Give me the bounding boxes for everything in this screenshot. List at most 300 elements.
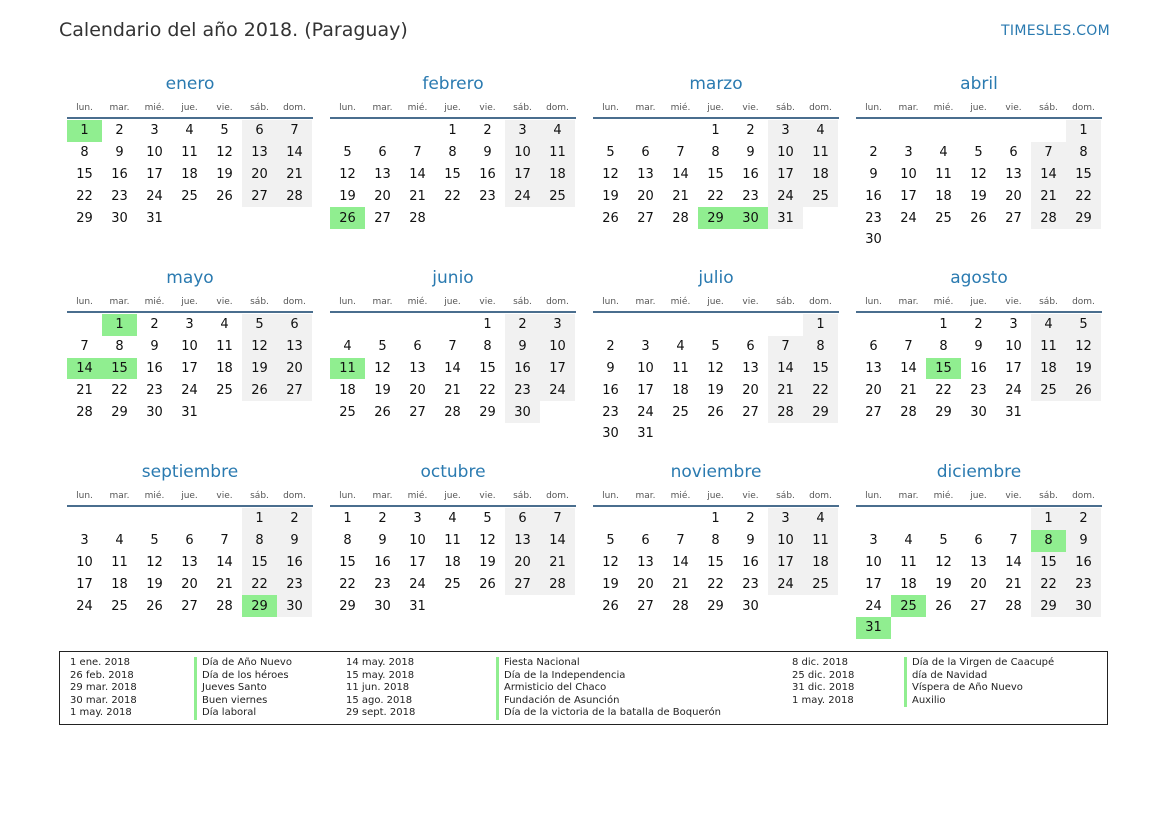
day-cell: 5 xyxy=(711,339,720,355)
day-cell: 13 xyxy=(637,166,654,182)
weekday-label: lun. xyxy=(76,491,93,501)
empty-cell xyxy=(365,120,400,142)
empty-cell xyxy=(628,120,663,142)
day-cell: 14 xyxy=(1031,164,1066,186)
day-cell: 4 xyxy=(540,120,575,142)
weekday-label: lun. xyxy=(339,491,356,501)
day-cell: 16 xyxy=(602,382,619,398)
weekday-label: sáb. xyxy=(1039,103,1058,113)
day-cell: 22 xyxy=(707,188,724,204)
month-enero xyxy=(67,72,313,229)
day-cell: 5 xyxy=(150,533,159,549)
weekday-label: mié. xyxy=(407,297,428,307)
day-cell: 24 xyxy=(768,573,803,595)
day-cell: 11 xyxy=(111,554,128,570)
day-cell: 28 xyxy=(409,210,426,226)
weekday-label: jue. xyxy=(707,103,724,113)
legend-holiday-name: Día de la Virgen de Caacupé xyxy=(904,657,1054,670)
day-cell: 13 xyxy=(637,554,654,570)
month-title: febrero xyxy=(422,74,484,94)
day-cell: 4 xyxy=(676,339,685,355)
day-cell: 14 xyxy=(768,358,803,380)
day-grid xyxy=(856,120,1102,251)
day-cell: 3 xyxy=(150,123,159,139)
weekday-label: dom. xyxy=(1072,491,1095,501)
month-title: agosto xyxy=(950,268,1008,288)
day-cell: 7 xyxy=(676,145,685,161)
empty-cell xyxy=(996,120,1031,142)
empty-cell xyxy=(137,508,172,530)
day-cell: 29 xyxy=(339,598,356,614)
day-cell: 21 xyxy=(444,382,461,398)
weekday-label: sáb. xyxy=(250,491,269,501)
day-cell: 30 xyxy=(277,595,312,617)
day-cell: 12 xyxy=(339,166,356,182)
day-cell: 1 xyxy=(448,123,457,139)
day-grid xyxy=(67,314,313,423)
day-cell: 6 xyxy=(974,533,983,549)
empty-cell xyxy=(330,120,365,142)
empty-cell xyxy=(365,314,400,336)
legend-names-1 xyxy=(194,657,292,720)
weekday-label: mié. xyxy=(407,103,428,113)
weekday-label: sáb. xyxy=(776,103,795,113)
day-cell: 5 xyxy=(343,145,352,161)
month-title: abril xyxy=(960,74,998,94)
day-cell: 11 xyxy=(181,145,198,161)
weekday-label: sáb. xyxy=(513,103,532,113)
day-cell: 18 xyxy=(216,360,233,376)
day-cell: 27 xyxy=(742,404,759,420)
weekday-label: sáb. xyxy=(1039,491,1058,501)
day-cell: 22 xyxy=(1031,573,1066,595)
day-cell: 4 xyxy=(803,508,838,530)
day-cell: 10 xyxy=(505,142,540,164)
empty-cell xyxy=(891,508,926,530)
day-cell: 30 xyxy=(602,426,619,442)
weekday-label: vie. xyxy=(216,103,233,113)
day-cell: 3 xyxy=(768,508,803,530)
day-cell: 20 xyxy=(970,576,987,592)
day-cell: 7 xyxy=(220,533,229,549)
day-cell: 17 xyxy=(865,576,882,592)
day-cell: 19 xyxy=(339,188,356,204)
month-title: noviembre xyxy=(670,462,762,482)
day-cell: 9 xyxy=(1066,530,1101,552)
day-cell: 2 xyxy=(869,145,878,161)
day-cell: 3 xyxy=(1009,317,1018,333)
day-cell: 20 xyxy=(637,576,654,592)
day-cell: 29 xyxy=(1066,207,1101,229)
day-cell: 16 xyxy=(479,166,496,182)
weekday-header xyxy=(67,484,313,507)
day-cell: 15 xyxy=(707,554,724,570)
day-cell: 27 xyxy=(637,598,654,614)
day-cell: 10 xyxy=(1005,339,1022,355)
weekday-label: dom. xyxy=(283,491,306,501)
legend-holiday-name: día de Navidad xyxy=(904,670,1054,683)
weekday-label: mar. xyxy=(635,297,656,307)
empty-cell xyxy=(996,508,1031,530)
day-cell: 8 xyxy=(803,336,838,358)
day-cell: 26 xyxy=(602,210,619,226)
weekday-label: mar. xyxy=(898,491,919,501)
day-cell: 5 xyxy=(378,339,387,355)
day-cell: 25 xyxy=(444,576,461,592)
day-cell: 22 xyxy=(803,379,838,401)
day-cell: 7 xyxy=(413,145,422,161)
day-cell: 30 xyxy=(374,598,391,614)
day-cell: 28 xyxy=(277,185,312,207)
day-cell: 8 xyxy=(242,530,277,552)
day-cell: 28 xyxy=(768,401,803,423)
day-cell: 21 xyxy=(409,188,426,204)
day-cell: 22 xyxy=(707,576,724,592)
day-cell: 6 xyxy=(1009,145,1018,161)
day-cell: 26 xyxy=(374,404,391,420)
day-cell: 8 xyxy=(80,145,89,161)
day-cell: 22 xyxy=(1066,185,1101,207)
page-title: Calendario del año 2018. (Paraguay) xyxy=(59,19,408,41)
day-cell: 29 xyxy=(1031,595,1066,617)
empty-cell xyxy=(768,314,803,336)
day-cell: 9 xyxy=(115,145,124,161)
day-cell: 7 xyxy=(904,339,913,355)
day-cell: 22 xyxy=(76,188,93,204)
day-cell: 13 xyxy=(742,360,759,376)
day-cell: 3 xyxy=(505,120,540,142)
day-cell: 28 xyxy=(672,210,689,226)
day-cell: 1 xyxy=(711,511,720,527)
day-cell: 19 xyxy=(216,166,233,182)
legend-date: 29 mar. 2018 xyxy=(70,682,137,694)
day-cell: 6 xyxy=(641,533,650,549)
weekday-label: sáb. xyxy=(250,103,269,113)
day-cell: 11 xyxy=(900,554,917,570)
day-cell: 12 xyxy=(216,145,233,161)
day-cell: 18 xyxy=(803,552,838,574)
weekday-label: vie. xyxy=(479,491,496,501)
weekday-label: mar. xyxy=(898,297,919,307)
day-cell: 11 xyxy=(216,339,233,355)
day-cell: 29 xyxy=(803,401,838,423)
day-cell: 14 xyxy=(409,166,426,182)
day-cell: 17 xyxy=(505,164,540,186)
weekday-header xyxy=(856,484,1102,507)
weekday-label: lun. xyxy=(76,103,93,113)
day-cell: 6 xyxy=(277,314,312,336)
day-cell: 26 xyxy=(602,598,619,614)
weekday-label: jue. xyxy=(970,491,987,501)
day-cell: 16 xyxy=(111,166,128,182)
weekday-label: jue. xyxy=(707,491,724,501)
empty-cell xyxy=(628,508,663,530)
day-cell: 25 xyxy=(540,185,575,207)
month-diciembre xyxy=(856,460,1102,639)
day-cell: 30 xyxy=(865,232,882,248)
day-cell: 6 xyxy=(378,145,387,161)
day-cell: 23 xyxy=(505,379,540,401)
day-cell: 5 xyxy=(974,145,983,161)
empty-cell xyxy=(891,120,926,142)
empty-cell xyxy=(435,314,470,336)
day-cell: 26 xyxy=(935,598,952,614)
day-cell: 23 xyxy=(742,188,759,204)
weekday-label: dom. xyxy=(1072,297,1095,307)
day-cell: 14 xyxy=(672,166,689,182)
day-cell: 30 xyxy=(111,210,128,226)
day-cell: 17 xyxy=(181,360,198,376)
day-cell: 3 xyxy=(80,533,89,549)
weekday-header xyxy=(330,96,576,119)
legend-date: 29 sept. 2018 xyxy=(346,707,416,719)
day-cell: 31 xyxy=(409,598,426,614)
legend-date: 14 may. 2018 xyxy=(346,657,415,668)
holiday-day-cell: 8 xyxy=(1031,530,1066,552)
legend-holiday-name: Víspera de Año Nuevo xyxy=(904,682,1054,695)
day-grid xyxy=(593,508,839,617)
day-cell: 3 xyxy=(768,120,803,142)
empty-cell xyxy=(593,508,628,530)
weekday-label: lun. xyxy=(602,297,619,307)
day-cell: 19 xyxy=(602,188,619,204)
day-cell: 28 xyxy=(444,404,461,420)
day-cell: 25 xyxy=(803,185,838,207)
day-cell: 25 xyxy=(181,188,198,204)
legend-date: 15 may. 2018 xyxy=(346,669,415,681)
day-cell: 12 xyxy=(146,554,163,570)
day-cell: 26 xyxy=(707,404,724,420)
day-grid xyxy=(67,120,313,229)
day-cell: 5 xyxy=(483,511,492,527)
day-cell: 17 xyxy=(637,382,654,398)
empty-cell xyxy=(663,120,698,142)
weekday-label: mié. xyxy=(144,297,165,307)
day-cell: 17 xyxy=(146,166,163,182)
empty-cell xyxy=(663,508,698,530)
day-cell: 12 xyxy=(707,360,724,376)
legend-dates-3 xyxy=(792,657,854,707)
day-cell: 19 xyxy=(374,382,391,398)
day-cell: 7 xyxy=(540,508,575,530)
day-cell: 25 xyxy=(111,598,128,614)
day-cell: 23 xyxy=(602,404,619,420)
day-cell: 10 xyxy=(409,533,426,549)
day-cell: 2 xyxy=(505,314,540,336)
weekday-label: mié. xyxy=(670,297,691,307)
day-cell: 6 xyxy=(413,339,422,355)
legend-holiday-name: Día de los héroes xyxy=(194,670,292,683)
day-cell: 6 xyxy=(746,339,755,355)
day-cell: 23 xyxy=(1066,573,1101,595)
day-cell: 14 xyxy=(216,554,233,570)
legend-dates-2 xyxy=(346,657,415,720)
legend-holiday-name: Fiesta Nacional xyxy=(496,657,721,670)
day-cell: 3 xyxy=(185,317,194,333)
weekday-label: mié. xyxy=(933,297,954,307)
day-cell: 27 xyxy=(865,404,882,420)
day-cell: 1 xyxy=(343,511,352,527)
day-cell: 13 xyxy=(242,142,277,164)
day-cell: 24 xyxy=(865,598,882,614)
weekday-label: dom. xyxy=(809,103,832,113)
weekday-label: mar. xyxy=(898,103,919,113)
month-febrero xyxy=(330,72,576,229)
day-cell: 6 xyxy=(242,120,277,142)
day-cell: 12 xyxy=(242,336,277,358)
day-cell: 2 xyxy=(1066,508,1101,530)
day-cell: 9 xyxy=(150,339,159,355)
weekday-label: jue. xyxy=(707,297,724,307)
day-cell: 14 xyxy=(277,142,312,164)
day-cell: 10 xyxy=(637,360,654,376)
day-cell: 12 xyxy=(602,166,619,182)
month-mayo xyxy=(67,266,313,423)
weekday-label: vie. xyxy=(216,297,233,307)
day-cell: 13 xyxy=(374,166,391,182)
day-cell: 28 xyxy=(540,573,575,595)
weekday-label: mar. xyxy=(372,297,393,307)
weekday-header xyxy=(856,96,1102,119)
legend-holiday-name: Armisticio del Chaco xyxy=(496,682,721,695)
empty-cell xyxy=(856,508,891,530)
day-cell: 5 xyxy=(606,145,615,161)
day-cell: 7 xyxy=(277,120,312,142)
day-cell: 7 xyxy=(448,339,457,355)
weekday-header xyxy=(593,96,839,119)
day-cell: 3 xyxy=(540,314,575,336)
day-cell: 27 xyxy=(505,573,540,595)
weekday-label: mié. xyxy=(144,103,165,113)
day-cell: 15 xyxy=(339,554,356,570)
day-cell: 7 xyxy=(1031,142,1066,164)
legend-names-3 xyxy=(904,657,1054,707)
weekday-label: mar. xyxy=(109,491,130,501)
day-cell: 4 xyxy=(1031,314,1066,336)
day-cell: 13 xyxy=(181,554,198,570)
month-junio xyxy=(330,266,576,423)
day-cell: 12 xyxy=(374,360,391,376)
day-cell: 22 xyxy=(242,573,277,595)
day-cell: 20 xyxy=(277,358,312,380)
day-cell: 8 xyxy=(343,533,352,549)
day-cell: 27 xyxy=(409,404,426,420)
weekday-label: mar. xyxy=(372,491,393,501)
empty-cell xyxy=(961,120,996,142)
month-agosto xyxy=(856,266,1102,423)
site-brand-link[interactable]: TIMESLES.COM xyxy=(1001,23,1110,39)
day-cell: 24 xyxy=(768,185,803,207)
weekday-label: dom. xyxy=(809,491,832,501)
day-cell: 23 xyxy=(146,382,163,398)
weekday-label: jue. xyxy=(444,491,461,501)
day-cell: 29 xyxy=(479,404,496,420)
day-cell: 10 xyxy=(540,336,575,358)
day-cell: 20 xyxy=(374,188,391,204)
day-cell: 8 xyxy=(483,339,492,355)
day-cell: 21 xyxy=(1031,185,1066,207)
day-cell: 18 xyxy=(111,576,128,592)
legend-names-2 xyxy=(496,657,721,720)
day-grid xyxy=(330,120,576,229)
day-cell: 10 xyxy=(900,166,917,182)
day-cell: 23 xyxy=(277,573,312,595)
day-cell: 21 xyxy=(1005,576,1022,592)
weekday-label: lun. xyxy=(76,297,93,307)
weekday-label: vie. xyxy=(1005,103,1022,113)
day-cell: 31 xyxy=(637,426,654,442)
empty-cell xyxy=(593,120,628,142)
legend-date: 1 ene. 2018 xyxy=(70,657,130,668)
legend-date: 11 jun. 2018 xyxy=(346,682,410,694)
day-cell: 21 xyxy=(672,576,689,592)
holiday-day-cell: 1 xyxy=(102,314,137,336)
weekday-label: sáb. xyxy=(776,491,795,501)
day-cell: 18 xyxy=(1031,358,1066,380)
day-cell: 18 xyxy=(935,188,952,204)
weekday-label: vie. xyxy=(742,103,759,113)
day-cell: 15 xyxy=(444,166,461,182)
day-cell: 11 xyxy=(803,530,838,552)
weekday-label: sáb. xyxy=(250,297,269,307)
weekday-label: vie. xyxy=(1005,491,1022,501)
day-cell: 24 xyxy=(1005,382,1022,398)
day-cell: 10 xyxy=(768,142,803,164)
day-cell: 21 xyxy=(900,382,917,398)
day-cell: 4 xyxy=(343,339,352,355)
day-cell: 21 xyxy=(277,164,312,186)
weekday-label: lun. xyxy=(602,491,619,501)
day-cell: 11 xyxy=(444,533,461,549)
day-cell: 5 xyxy=(606,533,615,549)
day-cell: 24 xyxy=(181,382,198,398)
day-cell: 5 xyxy=(1066,314,1101,336)
day-cell: 2 xyxy=(606,339,615,355)
day-cell: 27 xyxy=(1005,210,1022,226)
day-cell: 24 xyxy=(900,210,917,226)
month-title: julio xyxy=(698,268,734,288)
month-octubre xyxy=(330,460,576,617)
day-cell: 16 xyxy=(374,554,391,570)
legend-holiday-name: Día de la Independencia xyxy=(496,670,721,683)
day-cell: 28 xyxy=(900,404,917,420)
empty-cell xyxy=(207,508,242,530)
empty-cell xyxy=(593,314,628,336)
day-cell: 17 xyxy=(409,554,426,570)
day-cell: 29 xyxy=(76,210,93,226)
day-cell: 25 xyxy=(216,382,233,398)
day-cell: 20 xyxy=(181,576,198,592)
day-cell: 27 xyxy=(637,210,654,226)
day-cell: 8 xyxy=(711,533,720,549)
day-cell: 16 xyxy=(742,554,759,570)
day-cell: 15 xyxy=(479,360,496,376)
day-cell: 15 xyxy=(1031,552,1066,574)
weekday-label: sáb. xyxy=(513,491,532,501)
legend-holiday-name: Día de Año Nuevo xyxy=(194,657,292,670)
day-cell: 3 xyxy=(869,533,878,549)
day-cell: 9 xyxy=(746,145,755,161)
day-cell: 5 xyxy=(220,123,229,139)
day-cell: 31 xyxy=(1005,404,1022,420)
day-cell: 25 xyxy=(935,210,952,226)
day-cell: 21 xyxy=(540,552,575,574)
month-title: mayo xyxy=(166,268,214,288)
month-title: junio xyxy=(432,268,474,288)
day-grid xyxy=(593,314,839,445)
day-cell: 17 xyxy=(768,164,803,186)
legend-date: 1 may. 2018 xyxy=(792,694,854,706)
